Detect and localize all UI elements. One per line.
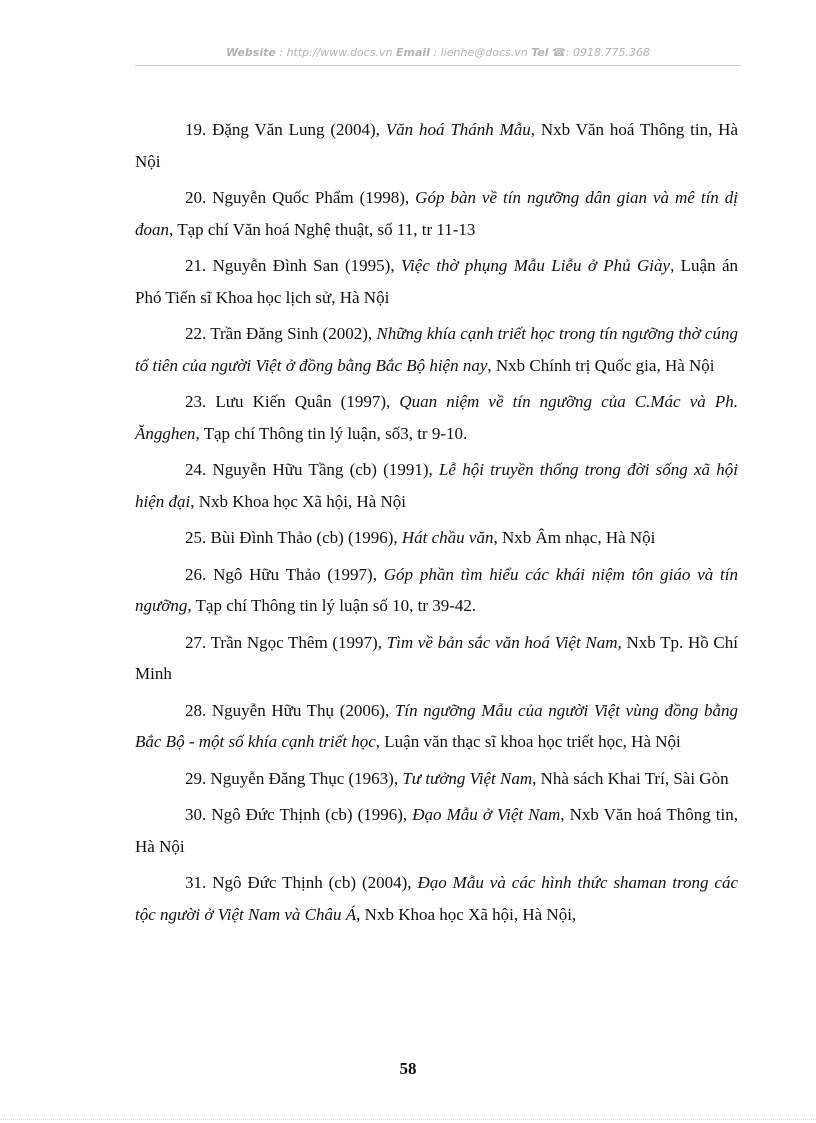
reference-author: Nguyễn Đình San (1995), [212,256,401,275]
reference-title: Hát chầu văn [401,528,494,547]
reference-title: Văn hoá Thánh Mẫu [385,120,531,139]
reference-number: 24. [185,460,213,479]
reference-number: 27. [185,632,211,652]
reference-item [135,182,738,245]
reference-publisher: , Nxb Âm nhạc, Hà Nội [493,528,656,547]
reference-number: 19. [185,120,213,139]
reference-list [135,114,738,935]
email-label: Email [396,46,430,59]
reference-publisher: Nxb Khoa học Xã hội, Hà Nội, [360,904,577,924]
reference-item [135,386,738,449]
reference-author: Nguyễn Quốc Phẩm (1998), [212,188,416,207]
footer-divider [0,1119,816,1120]
email-value: lienhe@docs.vn [440,46,528,59]
reference-number: 22. [185,324,211,343]
reference-publisher: , Luận án Phó Tiến sĩ Khoa học lịch sử, Hà Nội [135,256,738,307]
reference-item [135,114,738,177]
reference-number: 21. [185,256,213,275]
reference-author: Ngô Đức Thịnh (cb) (2004), [212,873,418,892]
reference-item [135,627,738,690]
page-number: 58 [399,1059,417,1078]
reference-publisher: , Nxb Văn hoá Thông tin, Hà Nội [135,805,738,856]
reference-item [135,695,738,758]
reference-item [135,522,738,554]
reference-title: Tư tưởng Việt Nam [402,768,533,788]
reference-title: Tín ngưỡng Mẫu của người Việt vùng đồng bằng Bắc Bộ - một số khía cạnh triết học [135,700,738,751]
reference-title: Đạo Mẫu ở Việt Nam [412,805,561,824]
reference-author: Nguyễn Hữu Tầng (cb) (1991), [212,460,439,479]
reference-item [135,799,738,862]
reference-publisher: , Tạp chí Thông tin lý luận số 10, tr 39-42. [187,596,477,615]
reference-title: Đạo Mẫu và các hình thức shaman trong các tộc người ở Việt Nam và Châu Á, [135,873,739,924]
phone-icon: ☎ [552,46,566,59]
reference-number: 31. [185,873,213,892]
reference-item [135,763,738,795]
reference-publisher: , Nxb Văn hoá Thông tin, Hà Nội [135,120,739,171]
reference-publisher: , Tạp chí Văn hoá Nghệ thuật, số 11, tr 11-13 [169,219,476,239]
reference-publisher: , Tạp chí Thông tin lý luận, số3, tr 9-10. [195,423,468,443]
reference-author: Nguyễn Đăng Thục (1963), [210,768,403,788]
reference-title: Quan niệm về tín ngưỡng của C.Mác và Ph. Ăngghen [135,392,739,443]
reference-publisher: , Nxb Chính trị Quốc gia, Hà Nội [487,355,715,375]
reference-author: Đặng Văn Lung (2004), [212,120,386,139]
reference-author: Bùi Đình Thảo (cb) (1996), [210,528,402,547]
tel-value: : 0918.775.368 [565,46,650,59]
reference-title: Tìm về bản sắc văn hoá Việt Nam [386,632,618,652]
website-label: Website [226,46,276,59]
reference-title: Góp phần tìm hiểu các khái niệm tôn giáo và tín ngưỡng [135,564,738,615]
reference-publisher: , Nxb Tp. Hồ Chí Minh [135,632,738,683]
reference-number: 30. [185,805,212,824]
reference-publisher: , Nhà sách Khai Trí, Sài Gòn [532,768,729,788]
reference-title: Việc thờ phụng Mẫu Liễu ở Phủ Giày [400,256,671,275]
reference-author: Lưu Kiến Quân (1997), [215,392,400,411]
reference-title: Những khía cạnh triết học trong tín ngưỡng thờ cúng tổ tiên của người Việt ở đồng bằng Bắc Bộ hiện nay [135,324,738,375]
reference-item [135,867,738,930]
reference-number: 20. [185,188,213,207]
website-url: http://www.docs.vn [286,46,393,59]
reference-author: Trần Ngọc Thêm (1997), [210,632,387,652]
reference-title: Lễ hội truyền thống trong đời sống xã hội hiện đại [135,460,739,511]
reference-number: 29. [185,768,211,788]
reference-item [135,454,738,517]
website-separator: : [275,46,287,59]
reference-author: Ngô Đức Thịnh (cb) (1996), [211,805,413,824]
email-separator: : [429,46,441,59]
reference-author: Nguyễn Hữu Thụ (2006), [211,700,395,720]
reference-publisher: , Nxb Khoa học Xã hội, Hà Nội [190,491,407,511]
reference-item [135,318,738,381]
header-divider [135,65,741,66]
reference-author: Ngô Hữu Thảo (1997), [213,564,384,584]
reference-number: 28. [185,700,212,720]
reference-number: 25. [185,528,211,547]
reference-number: 26. [185,564,214,584]
page-header [135,46,741,59]
reference-author: Trần Đăng Sinh (2002), [210,324,377,343]
reference-item [135,250,738,313]
reference-item [135,559,738,622]
reference-number: 23. [185,392,216,411]
tel-label: Tel [531,46,549,59]
reference-publisher: , Luận văn thạc sĩ khoa học triết học, Hà Nội [375,732,681,751]
reference-title: Góp bàn về tín ngưỡng dân gian và mê tín dị đoan [135,188,739,239]
